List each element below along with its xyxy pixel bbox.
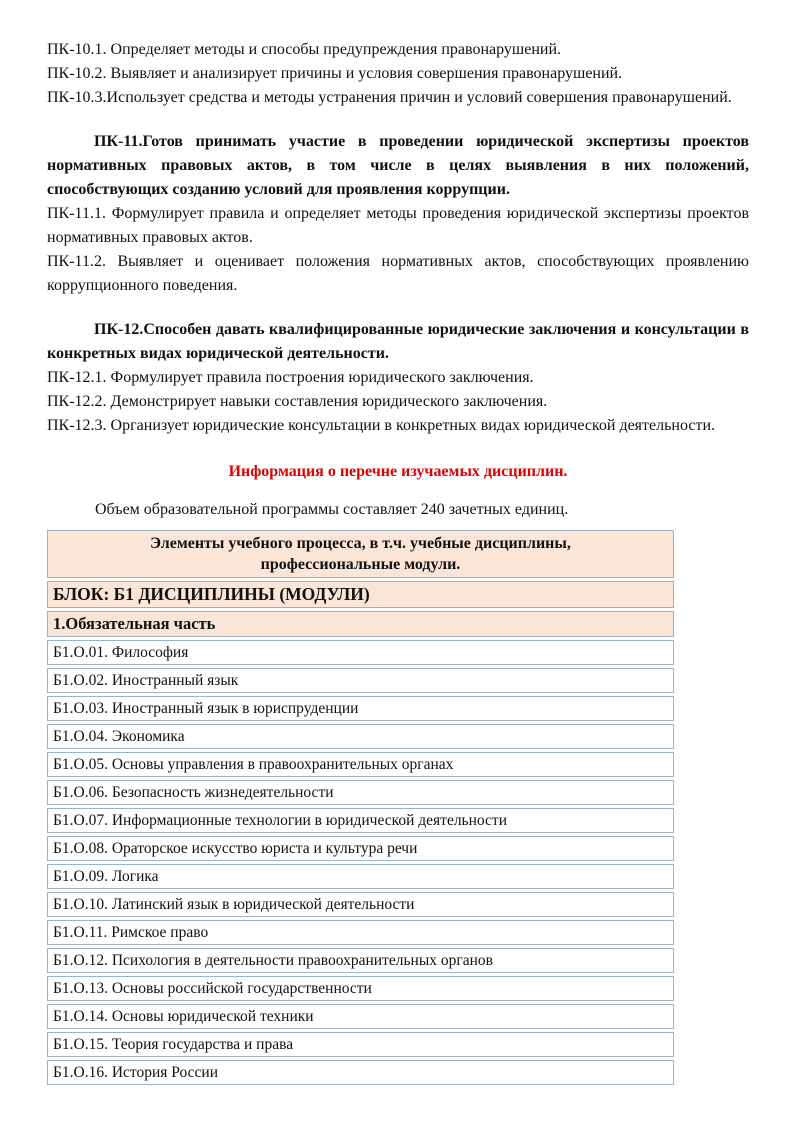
spacer (47, 110, 749, 130)
table-row: Б1.О.12. Психология в деятельности правоохранительных органов (47, 948, 674, 973)
table-block-row: БЛОК: Б1 ДИСЦИПЛИНЫ (МОДУЛИ) (47, 581, 674, 608)
table-row: Б1.О.05. Основы управления в правоохранительных органах (47, 752, 674, 777)
section-heading: Информация о перечне изучаемых дисциплин. (228, 463, 568, 480)
table-row: Б1.О.16. История России (47, 1060, 674, 1085)
paragraph-pk12-intro: ПК-12.Способен давать квалифицированные юридические заключения и консультации в конкретных видах юридической деятельности. (47, 321, 749, 362)
table-row: Б1.О.10. Латинский язык в юридической деятельности (47, 892, 674, 917)
table-row: Б1.О.02. Иностранный язык (47, 668, 674, 693)
table-header-row (47, 530, 674, 578)
paragraph-pk12-1: ПК-12.1. Формулирует правила построения юридического заключения. (47, 369, 534, 386)
paragraph-pk11-1: ПК-11.1. Формулирует правила и определяет методы проведения юридической экспертизы проектов нормативных правовых актов. (47, 205, 749, 246)
paragraph-pk12-3: ПК-12.3. Организует юридические консультации в конкретных видах юридической деятельности. (47, 417, 716, 434)
table-row: Б1.О.15. Теория государства и права (47, 1032, 674, 1057)
table-row: Б1.О.08. Ораторское искусство юриста и культура речи (47, 836, 674, 861)
table-row: Б1.О.14. Основы юридической техники (47, 1004, 674, 1029)
table-row: Б1.О.11. Римское право (47, 920, 674, 945)
program-volume-line: Объем образовательной программы составляет 240 зачетных единиц. (95, 501, 569, 518)
table-row: Б1.О.03. Иностранный язык в юриспруденции (47, 696, 674, 721)
table-section-row: 1.Обязательная часть (47, 611, 674, 637)
spacer (47, 298, 749, 318)
paragraph-pk10-3: ПК-10.3.Использует средства и методы устранения причин и условий совершения правонарушений. (47, 89, 732, 106)
paragraph-pk11-2: ПК-11.2. Выявляет и оценивает положения нормативных актов, способствующих проявлению коррупционного поведения. (47, 253, 749, 294)
table-row: Б1.О.01. Философия (47, 640, 674, 665)
disciplines-table (47, 530, 674, 1085)
paragraph-pk12-2: ПК-12.2. Демонстрирует навыки составления юридического заключения. (47, 393, 548, 410)
paragraph-pk10-1: ПК-10.1. Определяет методы и способы предупреждения правонарушений. (47, 41, 562, 58)
paragraph-pk10-2: ПК-10.2. Выявляет и анализирует причины и условия совершения правонарушений. (47, 65, 623, 82)
table-row: Б1.О.13. Основы российской государственности (47, 976, 674, 1001)
table-header-line2: профессиональные модули. (260, 556, 461, 573)
table-header-line1: Элементы учебного процесса, в т.ч. учебные дисциплины, (150, 535, 571, 552)
table-row: Б1.О.04. Экономика (47, 724, 674, 749)
paragraph-pk11-intro: ПК-11.Готов принимать участие в проведении юридической экспертизы проектов нормативных правовых актов, в том числе в целях выявления в них положений, способствующих созданию условий для проявления коррупции. (47, 133, 749, 198)
table-row: Б1.О.09. Логика (47, 864, 674, 889)
table-row: Б1.О.06. Безопасность жизнедеятельности (47, 780, 674, 805)
table-row: Б1.О.07. Информационные технологии в юридической деятельности (47, 808, 674, 833)
